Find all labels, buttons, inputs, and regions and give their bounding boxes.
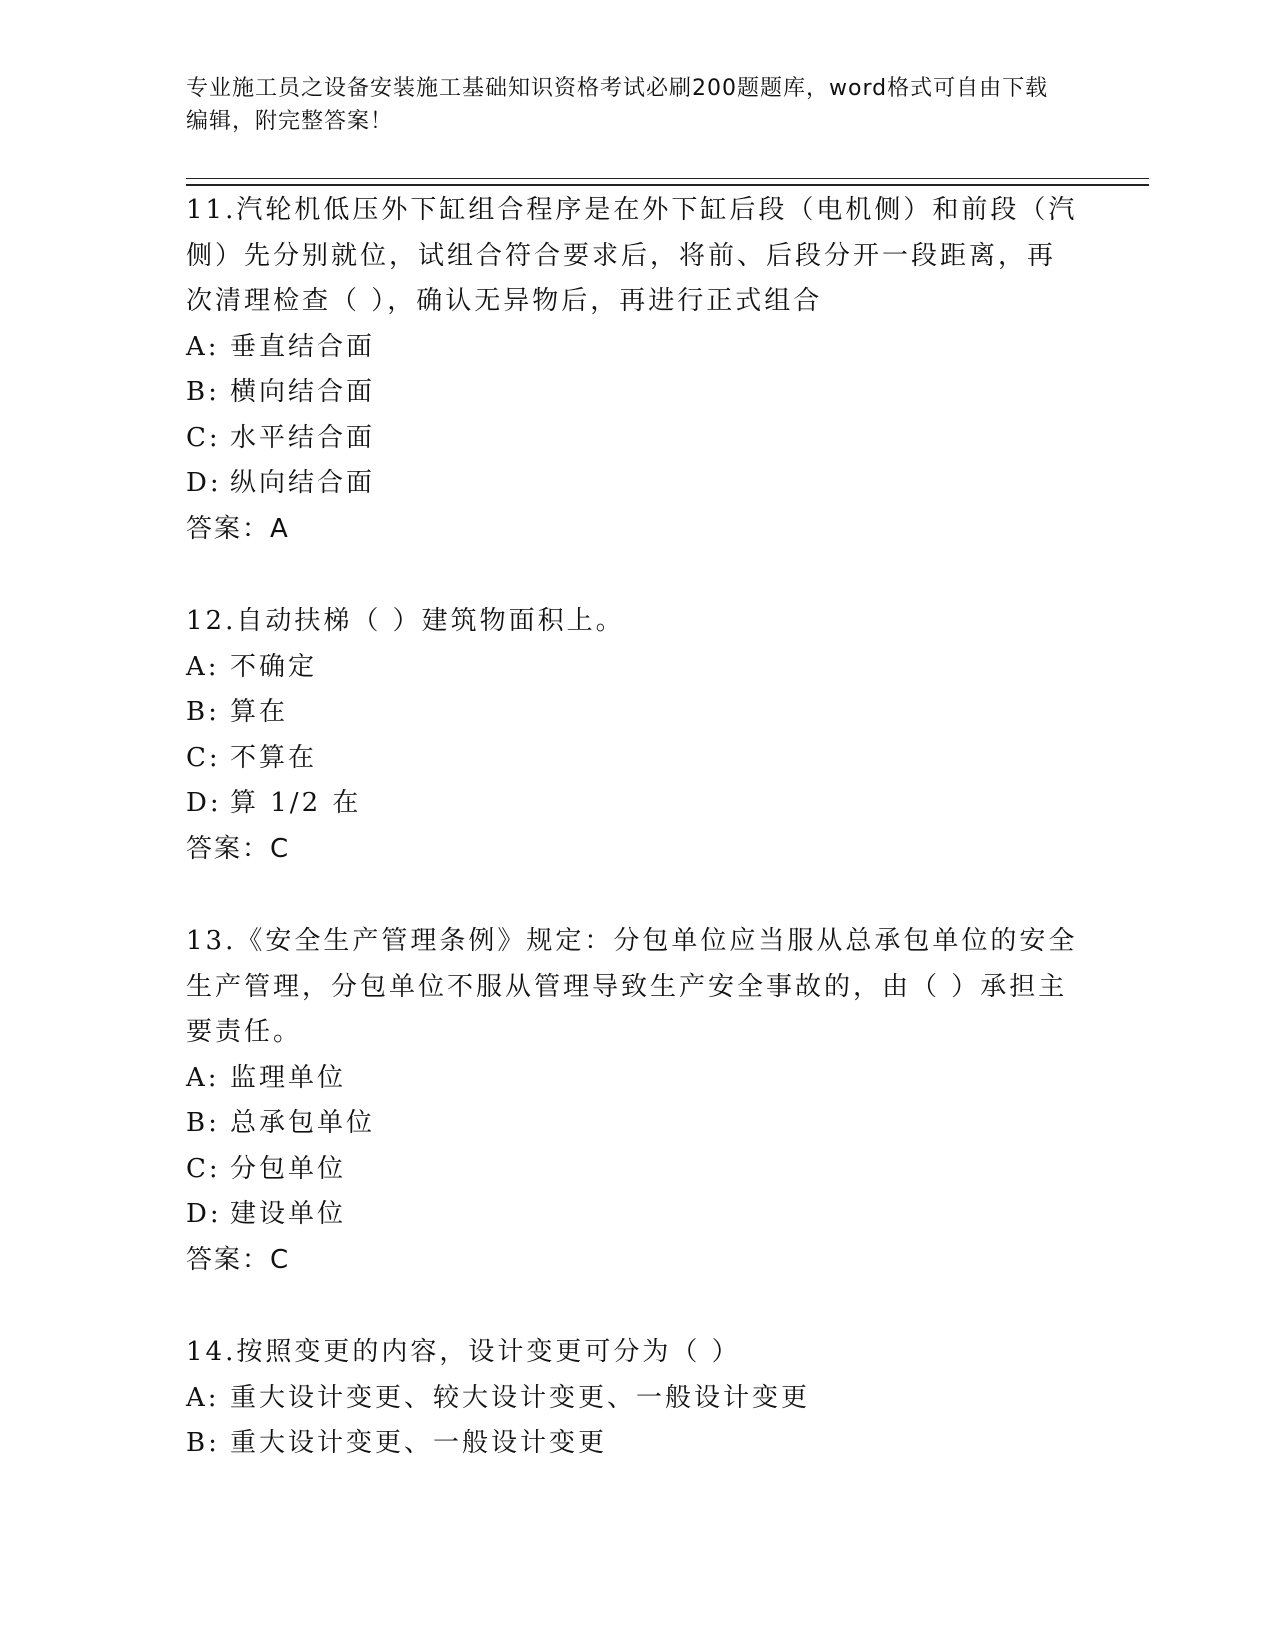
question-stem: 12.自动扶梯（ ）建筑物面积上。: [186, 606, 625, 636]
option-row: [186, 1056, 1081, 1102]
option-row: [186, 1101, 1081, 1147]
option-letter: B:: [186, 1428, 220, 1458]
question-stem: 13.《安全生产管理条例》规定：分包单位应当服从总承包单位的安全生产管理，分包单位不服从管理导致生产安全事故的，由（ ）承担主要责任。: [186, 926, 1078, 1047]
option-text: 分包单位: [230, 1153, 347, 1184]
option-letter: B:: [186, 697, 220, 727]
option-letter: A:: [186, 1062, 220, 1093]
option-text: 总承包单位: [230, 1108, 376, 1138]
header-divider-thin: [186, 178, 1149, 179]
header-divider-thick: [186, 184, 1149, 186]
option-text: 算 1/2 在: [230, 788, 362, 818]
question-block: [186, 919, 1081, 1283]
option-letter: D:: [186, 788, 222, 818]
option-row: [186, 416, 1081, 462]
option-row: [186, 690, 1081, 736]
option-text: 建设单位: [230, 1199, 347, 1229]
option-letter: C:: [186, 742, 221, 773]
option-letter: C:: [186, 1153, 221, 1184]
option-row: [186, 645, 1081, 691]
question-block: [186, 599, 1081, 872]
option-letter: D:: [186, 1199, 222, 1229]
option-row: [186, 461, 1081, 507]
option-letter: A:: [186, 651, 220, 682]
option-text: 不算在: [230, 742, 318, 773]
question-stem: 14.按照变更的内容，设计变更可分为（ ）: [186, 1337, 741, 1367]
option-letter: C:: [186, 422, 221, 453]
option-text: 纵向结合面: [230, 468, 376, 498]
option-text: 水平结合面: [230, 422, 376, 453]
option-row: [186, 370, 1081, 416]
option-text: 监理单位: [230, 1062, 347, 1093]
option-text: 不确定: [230, 651, 318, 682]
option-text: 重大设计变更、一般设计变更: [230, 1428, 608, 1458]
option-text: 重大设计变更、较大设计变更、一般设计变更: [230, 1382, 811, 1413]
option-row: [186, 781, 1081, 827]
answer-line: 答案：C: [186, 1244, 291, 1275]
question-block: [186, 1330, 1081, 1467]
option-text: 横向结合面: [230, 377, 376, 407]
option-letter: A:: [186, 1382, 220, 1413]
option-letter: B:: [186, 377, 220, 407]
option-row: [186, 1147, 1081, 1193]
option-row: [186, 1421, 1081, 1467]
option-letter: A:: [186, 331, 220, 362]
option-row: [186, 325, 1081, 371]
option-text: 垂直结合面: [230, 331, 376, 362]
option-letter: B:: [186, 1108, 220, 1138]
option-letter: D:: [186, 468, 222, 498]
option-row: [186, 1192, 1081, 1238]
option-text: 算在: [230, 697, 289, 727]
question-stem: 11.汽轮机低压外下缸组合程序是在外下缸后段（电机侧）和前段（汽侧）先分别就位，试组合符合要求后，将前、后段分开一段距离，再次清理检查（ ），确认无异物后，再进行正式组合: [186, 195, 1078, 316]
document-intro: 专业施工员之设备安装施工基础知识资格考试必刷200题题库，word格式可自由下载编辑，附完整答案！: [186, 76, 1049, 134]
question-list: [186, 188, 1081, 1514]
answer-line: 答案：C: [186, 833, 291, 864]
option-row: [186, 736, 1081, 782]
answer-line: 答案：A: [186, 513, 290, 544]
option-row: [186, 1376, 1081, 1422]
question-block: [186, 188, 1081, 552]
